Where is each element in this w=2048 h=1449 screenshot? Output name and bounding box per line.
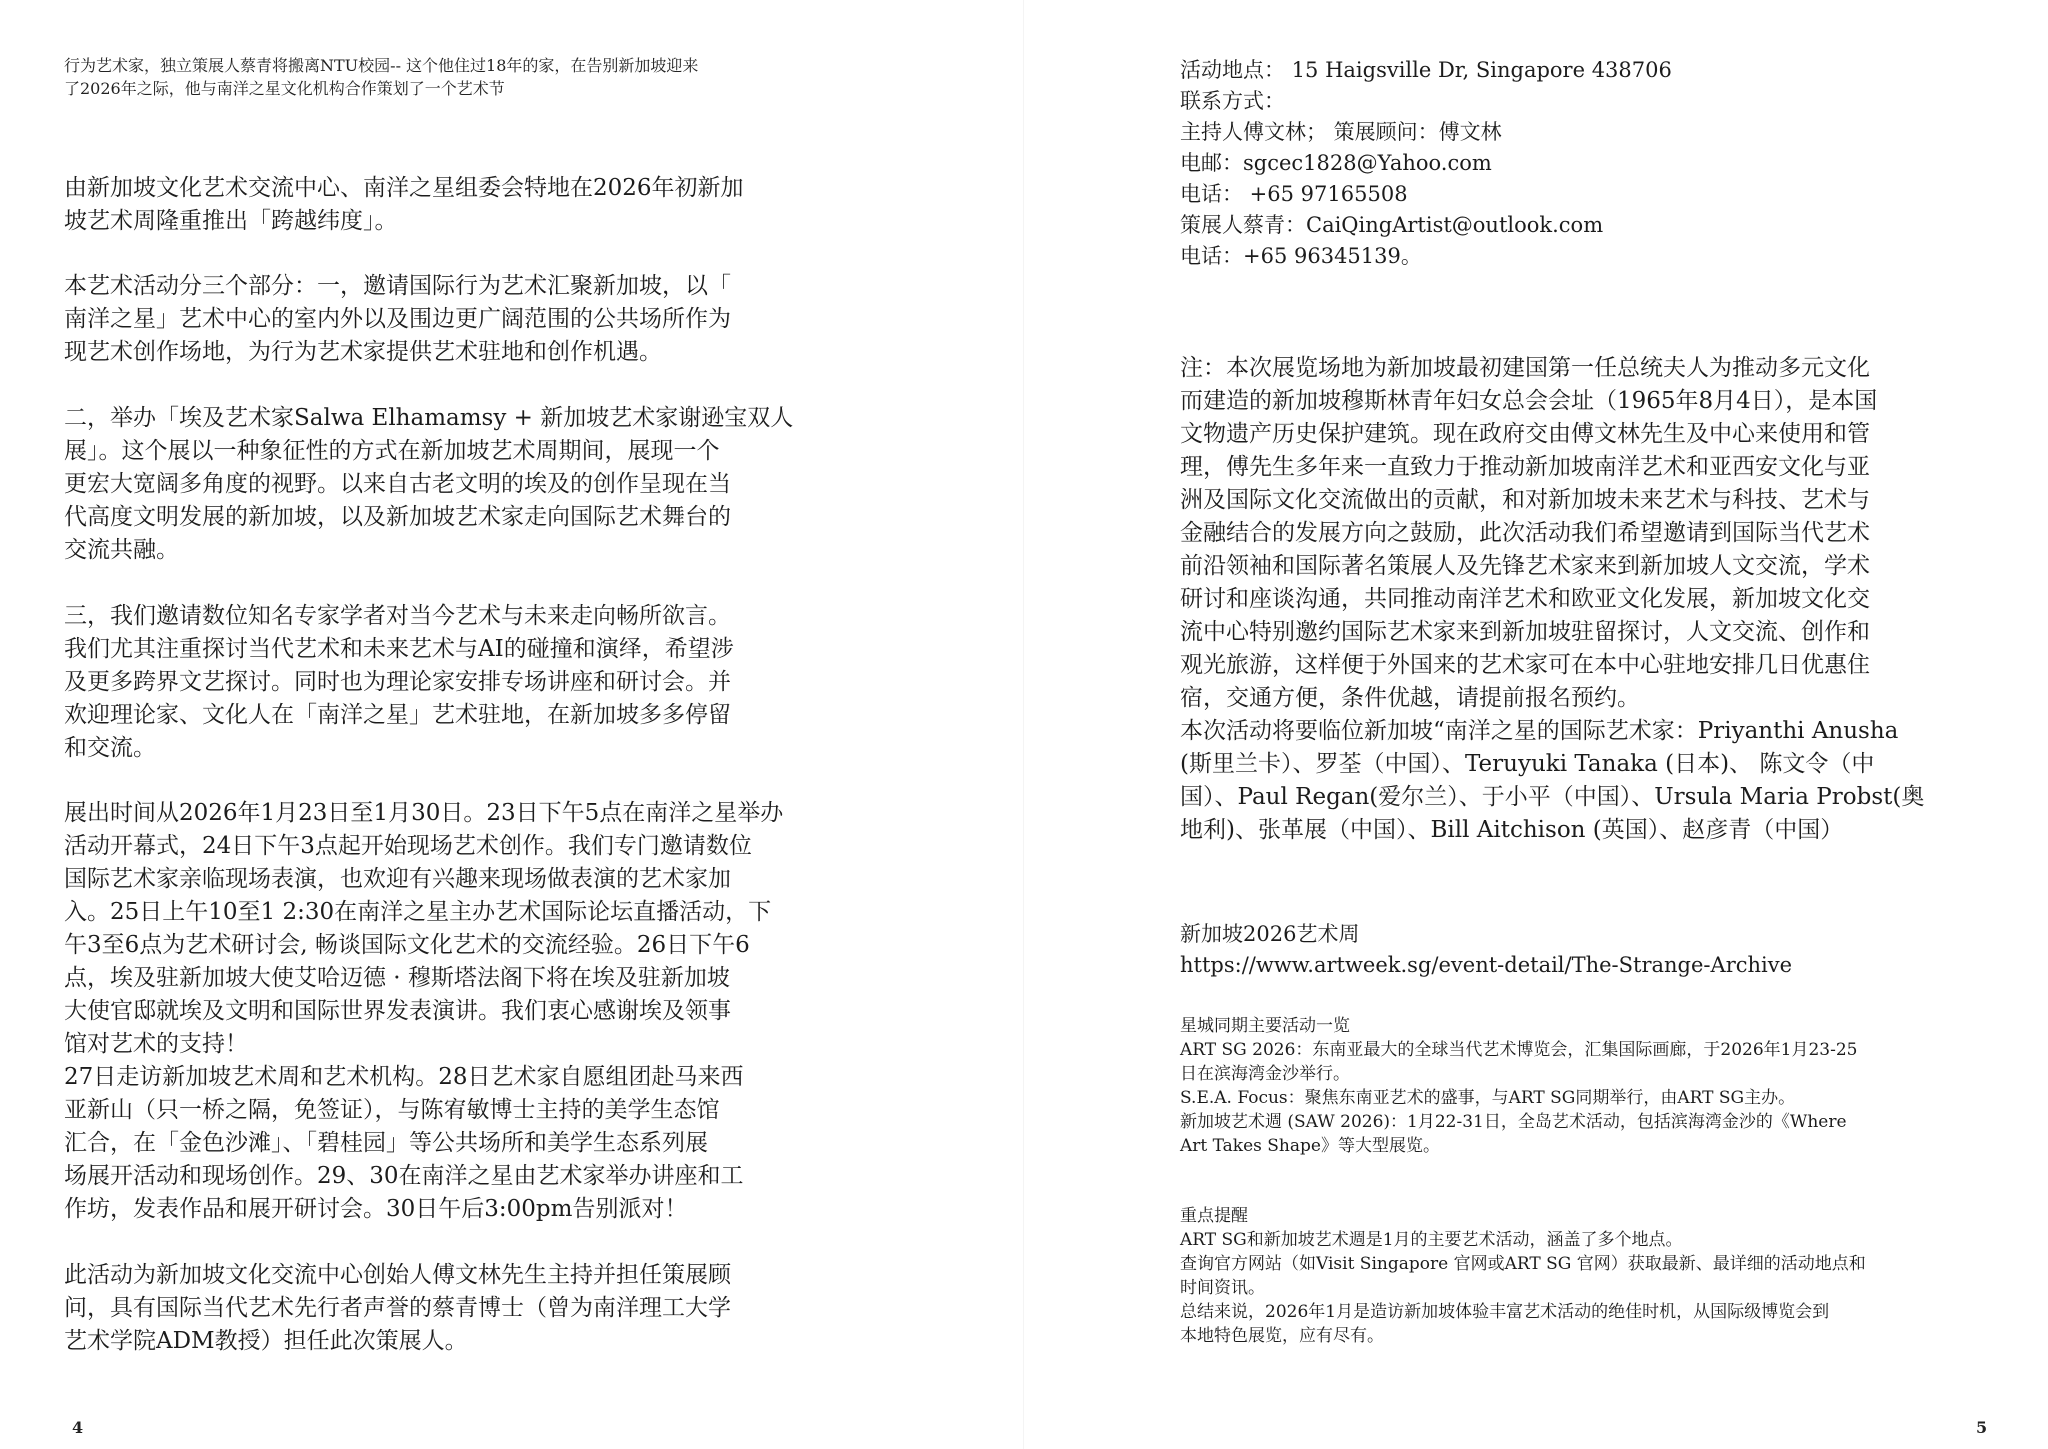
text-line: 作坊，发表作品和展开研讨会。30日午后3:00pm告别派对！ (64, 1196, 688, 1222)
artweek-title: 新加坡2026艺术周 (1180, 922, 1360, 946)
contact-line: 主持人傅文林； 策展顾问：傅文林 (1180, 120, 1502, 144)
paragraph-part-two (64, 402, 884, 567)
text-line: 而建造的新加坡穆斯林青年妇女总会会址（1965年8月4日），是本国 (1180, 388, 1878, 414)
page-number-right: 5 (1976, 1418, 1988, 1437)
text-line: 坡艺术周隆重推出「跨越纬度」。 (64, 208, 398, 234)
text-line: 交流共融。 (64, 537, 179, 563)
contact-line: 电邮：sgcec1828@Yahoo.com (1180, 151, 1492, 175)
text-line: 前沿领袖和国际著名策展人及先锋艺术家来到新加坡人文交流，学术 (1180, 553, 1870, 579)
text-line: 三，我们邀请数位知名专家学者对当今艺术与未来走向畅所欲言。 (64, 603, 731, 629)
text-line: 及更多跨界文艺探讨。同时也为理论家安排专场讲座和研讨会。并 (64, 669, 731, 695)
reminder-line: 查询官方网站（如Visit Singapore 官网或ART SG 官网）获取最新、最详细的活动地点和 (1180, 1254, 1866, 1274)
text-line: 代高度文明发展的新加坡，以及新加坡艺术家走向国际艺术舞台的 (64, 504, 731, 530)
text-line: 流中心特别邀约国际艺术家来到新加坡驻留探讨，人文交流、创作和 (1180, 619, 1870, 645)
text-line: 展出时间从2026年1月23日至1月30日。23日下午5点在南洋之星举办 (64, 800, 784, 826)
text-line: 场展开活动和现场创作。29、30在南洋之星由艺术家举办讲座和工 (64, 1163, 744, 1189)
text-line: 地利)、张革展（中国）、Bill Aitchison (英国）、赵彦青（中国） (1180, 817, 1844, 843)
intro-line: 了2026年之际，他与南洋之星文化机构合作策划了一个艺术节 (64, 79, 505, 98)
text-line: (斯里兰卡）、罗荃（中国）、Teruyuki Tanaka (日本)、 陈文令（中 (1180, 751, 1875, 777)
contact-block (1180, 55, 2020, 272)
text-line: 问，具有国际当代艺术先行者声誉的蔡青博士（曾为南洋理工大学 (64, 1295, 731, 1321)
text-line: 此活动为新加坡文化交流中心创始人傅文林先生主持并担任策展顾 (64, 1262, 731, 1288)
events-heading: 星城同期主要活动一览 (1180, 1016, 1350, 1036)
text-line: 活动开幕式，24日下午3点起开始现场艺术创作。我们专门邀请数位 (64, 833, 752, 859)
paragraph-part-three (64, 600, 884, 765)
text-line: 午3至6点为艺术研讨会, 畅谈国际文化艺术的交流经验。26日下午6 (64, 932, 750, 958)
page-number-left: 4 (72, 1418, 84, 1437)
text-line: 国际艺术家亲临现场表演，也欢迎有兴趣来现场做表演的艺术家加 (64, 866, 731, 892)
reminder-line: 时间资讯。 (1180, 1278, 1265, 1298)
intro-line: 行为艺术家，独立策展人蔡青将搬离NTU校园-- 这个他住过18年的家，在告别新加坡迎来 (64, 56, 699, 75)
text-line: 洲及国际文化交流做出的贡献，和对新加坡未来艺术与科技、艺术与 (1180, 487, 1870, 513)
text-line: 欢迎理论家、文化人在「南洋之星」艺术驻地，在新加坡多多停留 (64, 702, 731, 728)
text-line: 观光旅游，这样便于外国来的艺术家可在本中心驻地安排几日优惠住 (1180, 652, 1870, 678)
events-block (1180, 1014, 2020, 1158)
text-line: 理，傅先生多年来一直致力于推动新加坡南洋艺术和亚西安文化与亚 (1180, 454, 1870, 480)
text-line: 点，埃及驻新加坡大使艾哈迈德 · 穆斯塔法阁下将在埃及驻新加坡 (64, 965, 730, 991)
reminders-block (1180, 1204, 2020, 1348)
text-line: 金融结合的发展方向之鼓励，此次活动我们希望邀请到国际当代艺术 (1180, 520, 1870, 546)
text-line: 宿，交通方便，条件优越，请提前报名预约。 (1180, 685, 1640, 711)
event-line: Art Takes Shape》等大型展览。 (1180, 1136, 1440, 1156)
text-line: 研讨和座谈沟通，共同推动南洋艺术和欧亚文化发展，新加坡文化交 (1180, 586, 1870, 612)
contact-line: 电话： +65 97165508 (1180, 182, 1408, 206)
event-line: S.E.A. Focus：聚焦东南亚艺术的盛事，与ART SG同期举行，由ART SG主办。 (1180, 1088, 1796, 1108)
contact-line: 活动地点： 15 Haigsville Dr, Singapore 438706 (1180, 58, 1672, 82)
reminder-line: 总结来说，2026年1月是造访新加坡体验丰富艺术活动的绝佳时机，从国际级博览会到 (1180, 1302, 1830, 1322)
contact-line: 策展人蔡青：CaiQingArtist@outlook.com (1180, 213, 1604, 237)
text-line: 和交流。 (64, 735, 156, 761)
reminder-line: ART SG和新加坡艺术週是1月的主要艺术活动，涵盖了多个地点。 (1180, 1230, 1683, 1250)
text-line: 展」。这个展以一种象征性的方式在新加坡艺术周期间，展现一个 (64, 438, 720, 464)
text-line: 本艺术活动分三个部分：一，邀请国际行为艺术汇聚新加坡，以「 (64, 273, 731, 299)
text-line: 大使官邸就埃及文明和国际世界发表演讲。我们衷心感谢埃及领事 (64, 998, 731, 1024)
text-line: 亚新山（只一桥之隔，免签证），与陈宥敏博士主持的美学生态馆 (64, 1097, 720, 1123)
text-line: 27日走访新加坡艺术周和艺术机构。28日艺术家自愿组团赴马来西 (64, 1064, 744, 1090)
text-line: 汇合，在「金色沙滩」、「碧桂园」等公共场所和美学生态系列展 (64, 1130, 708, 1156)
artweek-block (1180, 919, 2020, 981)
text-line: 由新加坡文化艺术交流中心、南洋之星组委会特地在2026年初新加 (64, 175, 744, 201)
reminder-line: 本地特色展览，应有尽有。 (1180, 1326, 1384, 1346)
text-line: 二，举办「埃及艺术家Salwa Elhamamsy + 新加坡艺术家谢逊宝双人 (64, 405, 794, 431)
text-line: 本次活动将要临位新加坡“南洋之星的国际艺术家：Priyanthi Anusha (1180, 718, 1899, 744)
text-line: 南洋之星」艺术中心的室内外以及围边更广阔范围的公共场所作为 (64, 306, 731, 332)
text-line: 国）、Paul Regan(爱尔兰）、于小平（中国）、Ursula Maria Probst(奥 (1180, 784, 1925, 810)
event-line: 日在滨海湾金沙举行。 (1180, 1064, 1350, 1084)
reminders-heading: 重点提醒 (1180, 1206, 1248, 1226)
spread-fold (1023, 0, 1024, 1449)
paragraph-schedule (64, 797, 884, 1226)
contact-line: 电话：+65 96345139。 (1180, 244, 1422, 268)
artweek-link[interactable]: https://www.artweek.sg/event-detail/The-Strange-Archive (1180, 953, 1793, 977)
text-line: 现艺术创作场地，为行为艺术家提供艺术驻地和创作机遇。 (64, 339, 662, 365)
text-line: 馆对艺术的支持！ (64, 1031, 248, 1057)
text-line: 注：本次展览场地为新加坡最初建国第一任总统夫人为推动多元文化 (1180, 355, 1870, 381)
event-line: ART SG 2026：东南亚最大的全球当代艺术博览会，汇集国际画廊，于2026年1月23-25 (1180, 1040, 1858, 1060)
text-line: 入。25日上午10至1 2:30在南洋之星主办艺术国际论坛直播活动，下 (64, 899, 772, 925)
text-line: 文物遗产历史保护建筑。现在政府交由傅文林先生及中心来使用和管 (1180, 421, 1870, 447)
contact-line: 联系方式： (1180, 89, 1285, 113)
venue-note (1180, 352, 2020, 847)
intro-text (64, 54, 894, 100)
text-line: 更宏大宽阔多角度的视野。以来自古老文明的埃及的创作呈现在当 (64, 471, 731, 497)
event-line: 新加坡艺术週 (SAW 2026)：1月22-31日，全岛艺术活动，包括滨海湾金沙的《Where (1180, 1112, 1847, 1132)
paragraph-part-one (64, 270, 884, 369)
paragraph-organizers (64, 172, 884, 238)
paragraph-curators (64, 1259, 884, 1358)
text-line: 艺术学院ADM教授）担任此次策展人。 (64, 1328, 468, 1354)
text-line: 我们尤其注重探讨当代艺术和未来艺术与AI的碰撞和演绎，希望涉 (64, 636, 734, 662)
